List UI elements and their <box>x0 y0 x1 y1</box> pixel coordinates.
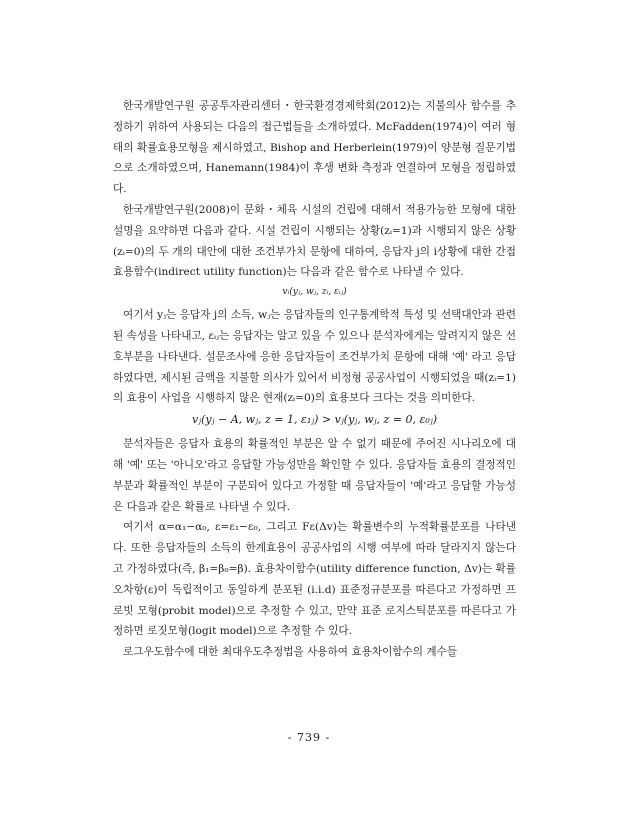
page-number: - 739 - <box>287 731 331 744</box>
paragraph-6: 로그우도함수에 대한 최대우도추정법을 사용하여 효용차이함수의 계수들 <box>123 646 458 659</box>
paragraph-1: 한국개발연구원 공공투자관리센터・한국환경경제학회(2012)는 지불의사 함수를 추정하기 위하여 사용되는 다음의 접근법들을 소개하였다. McFadden(1974)이 여러 형태의 확률효용모형을 제시하였고, Bishop and Herberlein(1979)이 양분형 질문기법으로 소개하였으며, Hanemann(1984)이 후생 변화 측정과 연결하여 모형을 정립하였다. <box>113 100 516 196</box>
paragraph-3: 여기서 yⱼ는 응답자 j의 소득, wⱼ는 응답자들의 인구통계학적 특성 및 선택대안과 관련된 속성을 나타내고, εᵢⱼ는 응답자는 알고 있을 수 있으나 분석자에게는 알려지지 않은 선호부분을 나타낸다. 설문조사에 응한 응답자들이 조건부가치 문항에 대해 '예' 라고 응답하였다면, 제시된 금액을 지불할 의사가 있어서 비정형 공공사업이 시행되었을 때(zᵢ=1)의 효용이 사업을 시행하지 않은 현재(zᵢ=0)의 효용보다 크다는 것을 의미한다. <box>113 309 516 405</box>
body-text <box>113 96 516 663</box>
paragraph-4: 분석자들은 응답자 효용의 확률적인 부분은 알 수 없기 때문에 주어진 시나리오에 대해 '예' 또는 '아니오'라고 응답할 가능성만을 확인할 수 있다. 응답자들 효용의 결정적인 부분과 확률적인 부분이 구분되어 있다고 가정할 때 응답자들이 '예'라고 응답할 가능성은 다음과 같은 확률로 나타낼 수 있다. <box>113 438 516 513</box>
paragraph-5: 여기서 α=α₁−α₀, ε=ε₁−ε₀, 그리고 Fε(Δv)는 확률변수의 누적확률분포를 나타낸다. 또한 응답자들의 소득의 한계효용이 공공사업의 시행 여부에 따라 달라지지 않는다고 가정하였다(즉, β₁=β₀=β). 효용차이함수(utility difference function, Δv)는 확률오차항(ε)이 독립적이고 동일하게 분포된 (i.i.d) 표준정규분포를 따른다고 가정하면 프로빗 모형(probit model)으로 추정할 수 있고, 만약 표준 로지스틱분포를 따른다고 가정하면 로짓모형(logit model)으로 추정할 수 있다. <box>113 521 516 638</box>
formula-utility-comparison: vⱼ(yⱼ − A, wⱼ, z = 1, ε₁ⱼ) > vⱼ(yⱼ, wⱼ, z = 0, ε₀ⱼ) <box>191 413 438 427</box>
paragraph-2: 한국개발연구원(2008)이 문화・체육 시설의 건립에 대해서 적용가능한 모형에 대한 설명을 요약하면 다음과 같다. 시설 건립이 시행되는 상황(zᵢ=1)과 시행되지 않은 상황(zᵢ=0)의 두 개의 대안에 대한 조건부가치 문항에 대하여, 응답자 j의 i상황에 대한 간접효용함수(indirect utility function)는 다음과 같은 함수로 나타낼 수 있다. <box>113 203 516 279</box>
formula-indirect-utility: vᵢ(yⱼ, wⱼ, zᵢ, εᵢⱼ) <box>282 287 347 298</box>
